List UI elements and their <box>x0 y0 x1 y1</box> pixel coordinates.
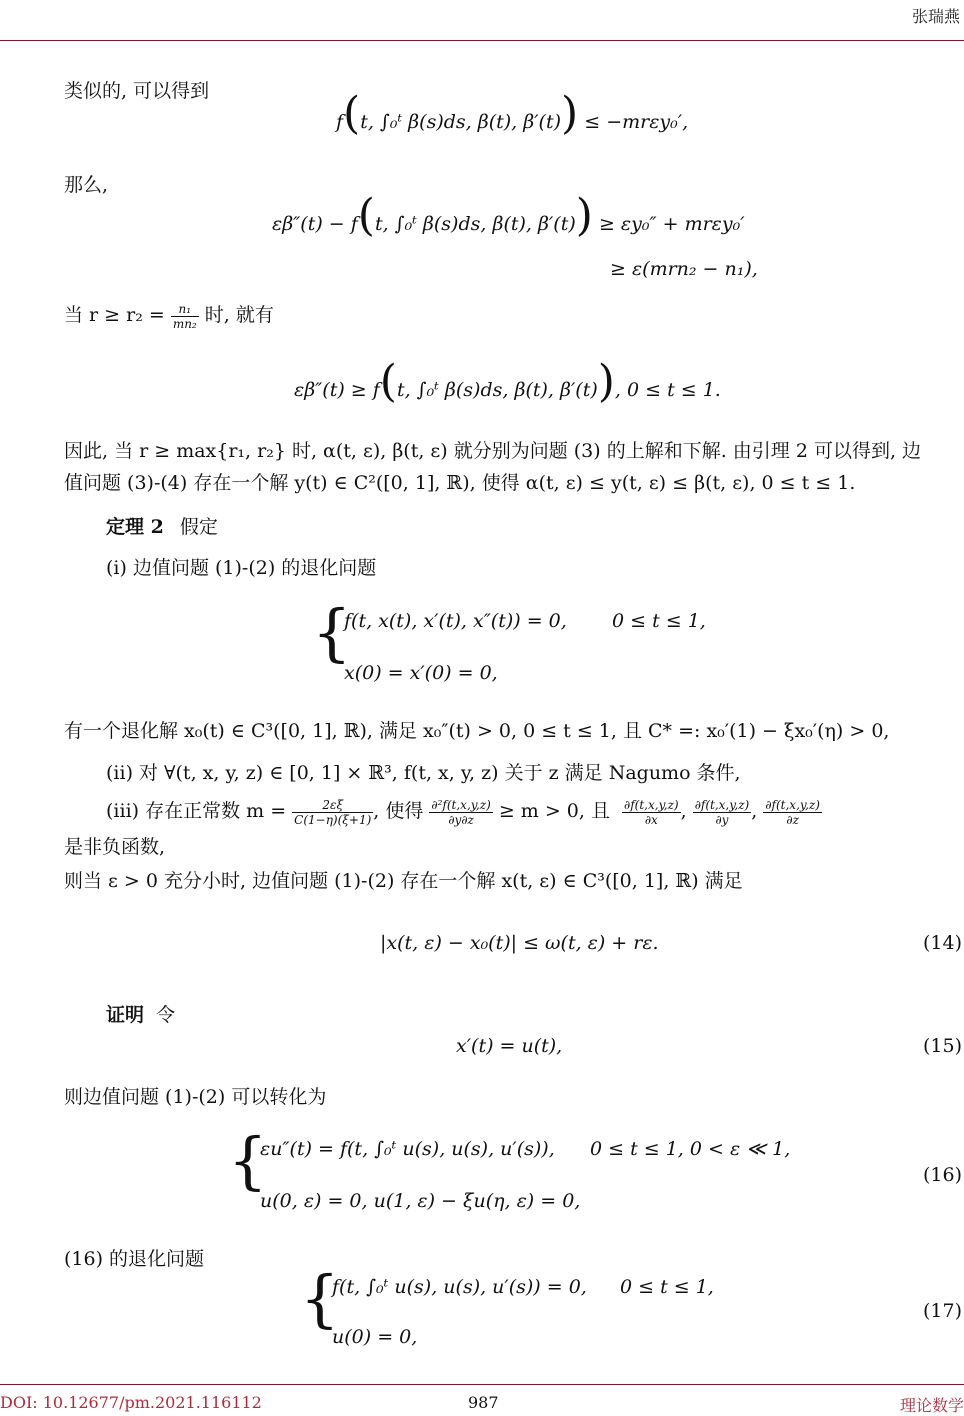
cond-iii-d2-num: ∂²f(t,x,y,z) <box>431 797 491 812</box>
equation-3: εβ″(t) ≥ f(t, ∫₀ᵗ β(s)ds, β(t), β′(t)), 0 ≤ t ≤ 1. <box>294 356 721 407</box>
cond-iii-dz-frac <box>763 798 822 827</box>
paragraph-therefore-line2: 值问题 (3)-(4) 存在一个解 y(t) ∈ C²([0, 1], ℝ), 使得 α(t, ε) ≤ y(t, ε) ≤ β(t, ε), 0 ≤ t ≤ 1. <box>64 472 856 494</box>
equation-2-line1: εβ″(t) − f(t, ∫₀ᵗ β(s)ds, β(t), β′(t)) ≥ εy₀″ + mrεy₀′ <box>272 190 745 241</box>
footer-page-number: 987 <box>468 1393 499 1412</box>
eq2-args: t, ∫₀ᵗ β(s)ds, β(t), β′(t) <box>374 213 576 235</box>
equation-15-number: (15) <box>922 1035 962 1057</box>
cond-iii-dx-num: ∂f(t,x,y,z) <box>624 797 679 812</box>
system16-line1-range: 0 ≤ t ≤ 1, 0 < ε ≪ 1, <box>590 1138 791 1160</box>
cond-iii-mid: , 使得 <box>373 800 424 822</box>
theorem-title: 假定 <box>179 516 218 538</box>
paragraph-conclusion: 则当 ε > 0 充分小时, 边值问题 (1)-(2) 存在一个解 x(t, ε) ∈ C³([0, 1], ℝ) 满足 <box>64 870 743 892</box>
system1-line1-range: 0 ≤ t ≤ 1, <box>612 610 706 632</box>
system16-brace: { <box>228 1124 268 1197</box>
system17-line1: f(t, ∫₀ᵗ u(s), u(s), u′(s)) = 0, <box>332 1276 587 1298</box>
equation-14-number: (14) <box>922 932 962 954</box>
header-rule <box>0 40 964 41</box>
paragraph-degenerate-solution: 有一个退化解 x₀(t) ∈ C³([0, 1], ℝ), 满足 x₀″(t) > 0, 0 ≤ t ≤ 1, 且 C* =: x₀′(1) − ξx₀′(η) > 0, <box>64 720 890 742</box>
cond-iii-m-num: 2εξ <box>292 798 373 813</box>
paragraph-when-r <box>64 300 274 331</box>
eq1-rhs: ≤ −mrεy₀′, <box>584 111 689 133</box>
footer-rule <box>0 1384 964 1385</box>
system17-brace: { <box>300 1262 340 1335</box>
proof-label: 证明 <box>106 1004 145 1026</box>
eq3-args: t, ∫₀ᵗ β(s)ds, β(t), β′(t) <box>396 379 598 401</box>
system17-line2: u(0) = 0, <box>332 1326 418 1348</box>
eq2-rhs1: ≥ εy₀″ + mrεy₀′ <box>598 213 745 235</box>
cond-iii-m-frac <box>292 798 373 827</box>
cond-iii-dz-num: ∂f(t,x,y,z) <box>765 797 820 812</box>
p3-pre: 当 r ≥ r₂ = <box>64 304 165 326</box>
cond-iii-dz-den: ∂z <box>786 812 799 827</box>
cond-iii-m-den: C(1−η)(ξ+1) <box>294 812 372 827</box>
theorem-2-heading <box>106 512 218 539</box>
footer-doi-link[interactable]: DOI: 10.12677/pm.2021.116112 <box>0 1393 262 1412</box>
eq3-rhs: , 0 ≤ t ≤ 1. <box>614 379 721 401</box>
equation-2-line2: ≥ ε(mrn₂ − n₁), <box>610 258 758 280</box>
cond-iii-dx-den: ∂x <box>644 812 658 827</box>
eq3-lhs: εβ″(t) ≥ f <box>294 379 380 401</box>
system1-brace: { <box>312 596 352 669</box>
condition-iii: (iii) 存在正常数 m = $\frac{2\varepsilon\xi}{C(1-\eta)(\xi+1)}$ , 使得 $\frac{\text{∂²f(t,x,y,z)}}{\partial y\partial z}$ ≥ m > 0, 且 $\frac{\partial f(t,x,y,z)}{\partial x}$ , $\frac{\partial f(t,x,y,z)}{\partial y}$ , $\frac{\partial f(t,x,y,z)}{\partial z}$ <box>106 797 820 827</box>
equation-15: x′(t) = u(t), <box>456 1035 563 1057</box>
cond-iii-dy-den: ∂y <box>715 812 729 827</box>
cond-iii-dy-frac <box>693 798 752 827</box>
system16-line2: u(0, ε) = 0, u(1, ε) − ξu(η, ε) = 0, <box>260 1190 581 1212</box>
cond-iii-d2-frac <box>429 798 492 827</box>
condition-i: (i) 边值问题 (1)-(2) 的退化问题 <box>106 557 377 579</box>
eq1-args: t, ∫₀ᵗ β(s)ds, β(t), β′(t) <box>360 111 562 133</box>
system16-line1: εu″(t) = f(t, ∫₀ᵗ u(s), u(s), u′(s)), <box>260 1138 555 1160</box>
proof-heading <box>106 1000 175 1027</box>
p3-frac-den: mn₂ <box>172 316 197 331</box>
equation-16-number: (16) <box>922 1164 962 1186</box>
cond-iii-mid2: ≥ m > 0, 且 <box>498 800 610 822</box>
eq2-lhs: εβ″(t) − f <box>272 213 358 235</box>
cond-iii-dx-frac <box>622 798 681 827</box>
p3-frac-num: n₁ <box>171 302 199 317</box>
system1-line1: f(t, x(t), x′(t), x″(t)) = 0, <box>344 610 567 632</box>
system1-line2: x(0) = x′(0) = 0, <box>344 662 498 684</box>
equation-1: f(t, ∫₀ᵗ β(s)ds, β(t), β′(t)) ≤ −mrεy₀′, <box>336 88 689 139</box>
system17-line1-range: 0 ≤ t ≤ 1, <box>620 1276 714 1298</box>
equation-14: |x(t, ε) − x₀(t)| ≤ ω(t, ε) + rε. <box>380 932 659 954</box>
condition-ii: (ii) 对 ∀(t, x, y, z) ∈ [0, 1] × ℝ³, f(t, x, y, z) 关于 z 满足 Nagumo 条件, <box>106 762 741 784</box>
paragraph-therefore-line1: 因此, 当 r ≥ max{r₁, r₂} 时, α(t, ε), β(t, ε) 就分别为问题 (3) 的上解和下解. 由引理 2 可以得到, 边 <box>64 440 922 462</box>
proof-text: 令 <box>156 1004 176 1026</box>
condition-iii-line2: 是非负函数, <box>64 836 166 858</box>
theorem-label: 定理 2 <box>106 516 164 538</box>
p3-fraction <box>171 302 199 331</box>
equation-17-number: (17) <box>922 1300 962 1322</box>
paragraph-then: 那么, <box>64 174 109 196</box>
footer-journal-link[interactable]: 理论数学 <box>899 1396 964 1415</box>
cond-iii-pre: (iii) 存在正常数 m = <box>106 800 287 822</box>
paragraph-transform: 则边值问题 (1)-(2) 可以转化为 <box>64 1086 327 1108</box>
header-author: 张瑞燕 <box>911 7 960 26</box>
paragraph-similar: 类似的, 可以得到 <box>64 80 210 102</box>
cond-iii-dy-num: ∂f(t,x,y,z) <box>694 797 750 812</box>
cond-iii-d2-den: ∂y∂z <box>448 812 474 827</box>
paragraph-degenerate-16: (16) 的退化问题 <box>64 1248 205 1270</box>
p3-post: 时, 就有 <box>204 304 274 326</box>
